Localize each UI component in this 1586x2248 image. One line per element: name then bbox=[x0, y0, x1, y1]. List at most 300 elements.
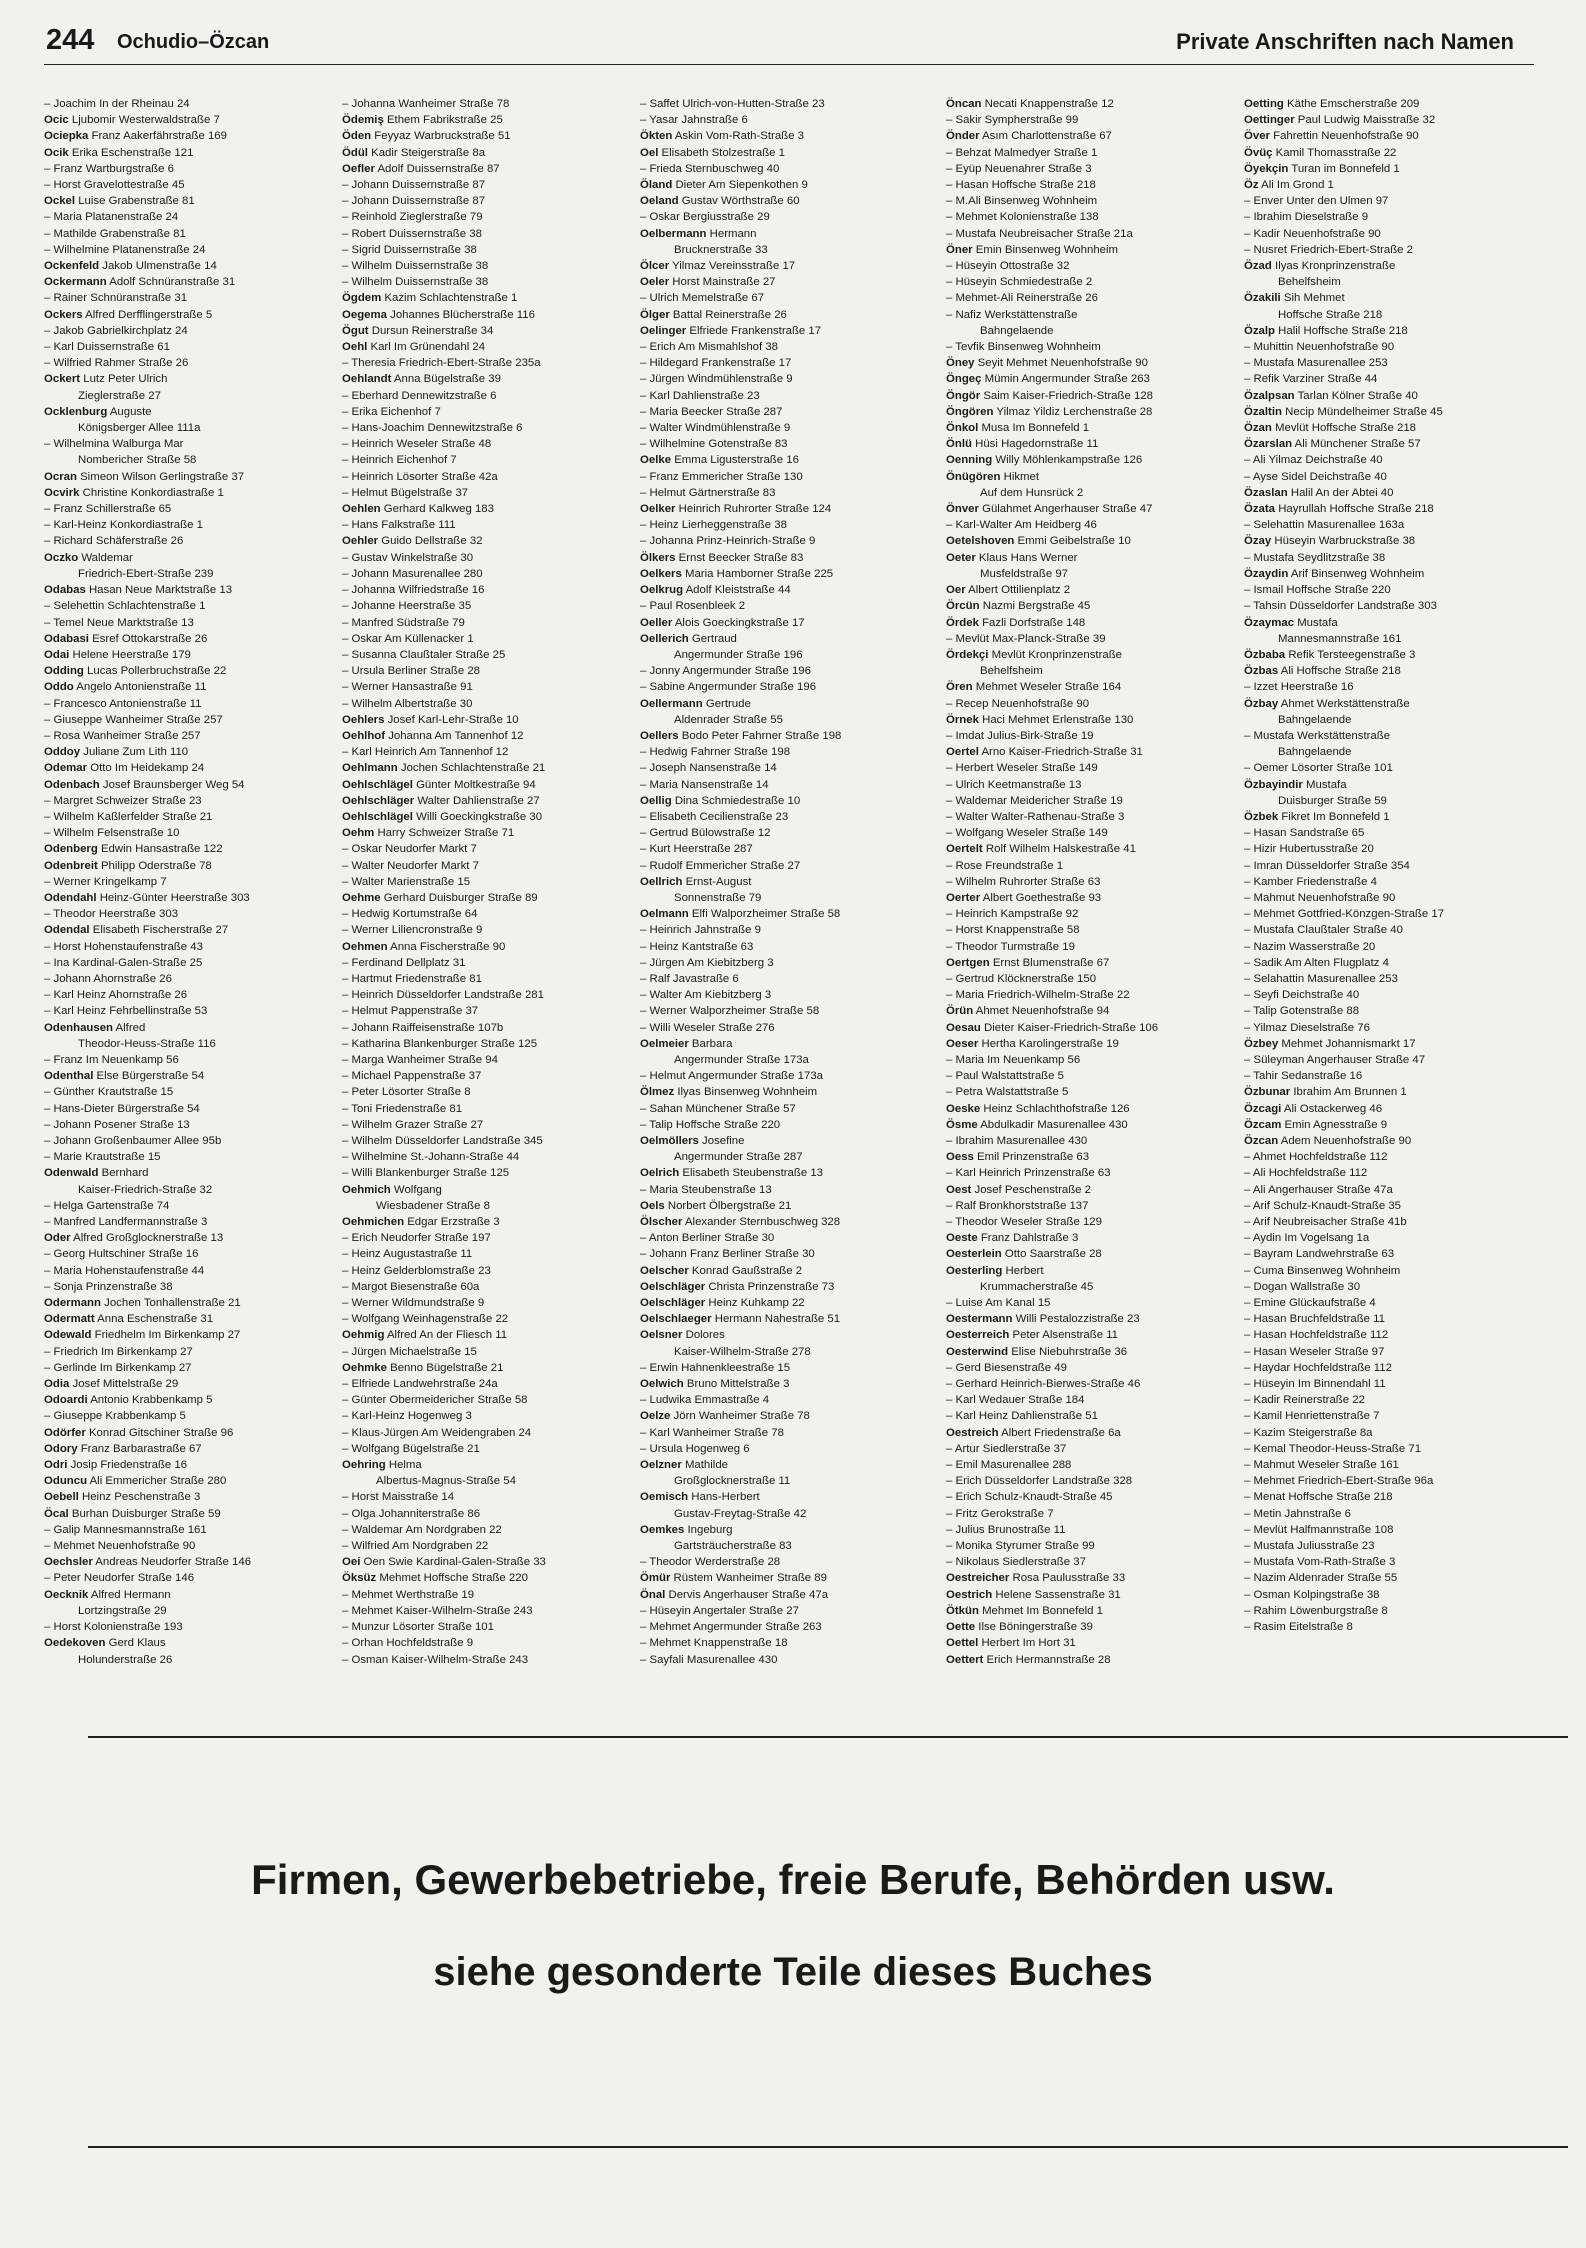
surname: Oettinger bbox=[1244, 114, 1295, 127]
directory-entry: – Heinz Gelderblomstraße 23 bbox=[342, 1264, 491, 1277]
directory-entry: Oedekoven Gerd Klaus bbox=[44, 1637, 166, 1650]
surname: Ödül bbox=[342, 146, 368, 159]
directory-entry: – Ali Yilmaz Deichstraße 40 bbox=[1244, 454, 1383, 467]
directory-entry: – Johann Posener Straße 13 bbox=[44, 1118, 190, 1131]
directory-entry: – Saffet Ulrich-von-Hutten-Straße 23 bbox=[640, 98, 825, 110]
directory-entry: Kaiser-Friedrich-Straße 32 bbox=[78, 1183, 213, 1196]
directory-entry: – Mevlüt Halfmannstraße 108 bbox=[1244, 1523, 1394, 1536]
directory-entry: – Toni Friedenstraße 81 bbox=[342, 1102, 463, 1115]
directory-entry: Özarslan Ali Münchener Straße 57 bbox=[1244, 438, 1421, 451]
surname: Odenbreit bbox=[44, 859, 98, 872]
directory-entry: – Ayse Sidel Deichstraße 40 bbox=[1244, 470, 1387, 483]
directory-entry: – Wilhelmina Walburga Mar bbox=[44, 438, 184, 451]
directory-entry: – Nafiz Werkstättenstraße bbox=[946, 308, 1078, 321]
directory-column-4 bbox=[946, 96, 1236, 1668]
directory-entry: Ockert Lutz Peter Ulrich bbox=[44, 373, 168, 386]
directory-entry: Oehlmann Jochen Schlachtenstraße 21 bbox=[342, 762, 546, 775]
surname: Oellers bbox=[640, 729, 679, 742]
directory-entry: – Tahir Sedanstraße 16 bbox=[1244, 1070, 1363, 1083]
directory-entry: Oeller Alois Goeckingkstraße 17 bbox=[640, 616, 805, 629]
directory-entry: Oduncu Ali Emmericher Straße 280 bbox=[44, 1475, 227, 1488]
surname: Özakili bbox=[1244, 292, 1281, 305]
directory-entry: Öz Ali Im Grond 1 bbox=[1244, 179, 1334, 192]
directory-entry: – Paul Walstattstraße 5 bbox=[946, 1070, 1064, 1083]
directory-entry: Ölmez Ilyas Binsenweg Wohnheim bbox=[640, 1086, 818, 1099]
directory-entry: – Hasan Sandstraße 65 bbox=[1244, 827, 1365, 840]
directory-entry: Özbayindir Mustafa bbox=[1244, 778, 1347, 791]
directory-entry: Friedrich-Ebert-Straße 239 bbox=[78, 567, 214, 580]
directory-entry: – Hans Falkstraße 111 bbox=[342, 519, 456, 532]
directory-entry: Zieglerstraße 27 bbox=[78, 389, 161, 402]
directory-entry: – Rudolf Emmericher Straße 27 bbox=[640, 859, 801, 872]
directory-entry: Ölscher Alexander Sternbuschweg 328 bbox=[640, 1216, 841, 1229]
directory-entry: – Hedwig Fahrner Straße 198 bbox=[640, 746, 791, 759]
directory-entry: – Horst Maisstraße 14 bbox=[342, 1491, 455, 1504]
surname: Ocran bbox=[44, 470, 77, 483]
directory-entry: Ockers Alfred Derfflingerstraße 5 bbox=[44, 308, 213, 321]
directory-entry: – Rasim Eitelstraße 8 bbox=[1244, 1621, 1353, 1634]
surname: Öksüz bbox=[342, 1572, 377, 1585]
directory-entry: – Selehattin Masurenallee 163a bbox=[1244, 519, 1405, 532]
directory-entry: Oestreicher Rosa Paulusstraße 33 bbox=[946, 1572, 1126, 1585]
directory-entry: Önkol Musa Im Bonnefeld 1 bbox=[946, 422, 1090, 435]
directory-entry: Musfeldstraße 97 bbox=[980, 567, 1068, 580]
directory-entry: – Maria Nansenstraße 14 bbox=[640, 778, 769, 791]
surname: Özay bbox=[1244, 535, 1272, 548]
surname: Oehlandt bbox=[342, 373, 392, 386]
directory-entry: – Mustafa Seydlitzstraße 38 bbox=[1244, 551, 1386, 564]
surname: Odemar bbox=[44, 762, 88, 775]
directory-entry: Özad Ilyas Kronprinzenstraße bbox=[1244, 260, 1396, 273]
directory-entry: Oelwich Bruno Mittelstraße 3 bbox=[640, 1378, 790, 1391]
surname: Över bbox=[1244, 130, 1270, 143]
directory-entry: – Dogan Wallstraße 30 bbox=[1244, 1280, 1361, 1293]
directory-entry: – Oskar Am Küllenacker 1 bbox=[342, 632, 474, 645]
directory-entry: Ocvirk Christine Konkordiastraße 1 bbox=[44, 486, 224, 499]
directory-entry: – Wilhelm Albertstraße 30 bbox=[342, 697, 473, 710]
directory-entry: – Helmut Gärtnerstraße 83 bbox=[640, 486, 776, 499]
directory-entry: – Nusret Friedrich-Ebert-Straße 2 bbox=[1244, 243, 1414, 256]
directory-entry: – Susanna Claußtaler Straße 25 bbox=[342, 648, 506, 661]
surname: Odörfer bbox=[44, 1426, 86, 1439]
surname: Özaydin bbox=[1244, 567, 1289, 580]
directory-entry: – Maria Im Neuenkamp 56 bbox=[946, 1053, 1081, 1066]
directory-entry: – Willi Blankenburger Straße 125 bbox=[342, 1167, 510, 1180]
directory-entry: Oehlschlägel Günter Moltkestraße 94 bbox=[342, 778, 536, 791]
directory-entry: Önal Dervis Angerhauser Straße 47a bbox=[640, 1588, 829, 1601]
directory-entry: Ocic Ljubomir Westerwaldstraße 7 bbox=[44, 114, 220, 127]
surname: Özbayindir bbox=[1244, 778, 1303, 791]
directory-entry: – Wilhelmine Gotenstraße 83 bbox=[640, 438, 788, 451]
surname: Oddoy bbox=[44, 746, 81, 759]
directory-entry: Özakili Sih Mehmet bbox=[1244, 292, 1345, 305]
directory-entry: – Hasan Hochfeldstraße 112 bbox=[1244, 1329, 1389, 1342]
surname: Özcan bbox=[1244, 1135, 1279, 1147]
directory-entry: – Hüseyin Schmiedestraße 2 bbox=[946, 276, 1093, 289]
directory-entry: Oder Alfred Großglocknerstraße 13 bbox=[44, 1232, 224, 1245]
directory-entry: Öngören Yilmaz Yildiz Lerchenstraße 28 bbox=[946, 405, 1153, 418]
directory-entry: – Mehmet Neuenhofstraße 90 bbox=[44, 1540, 196, 1553]
directory-entry: Oettert Erich Hermannstraße 28 bbox=[946, 1653, 1111, 1666]
directory-entry: – Franz Schillerstraße 65 bbox=[44, 503, 172, 516]
directory-entry: – Hizir Hubertusstraße 20 bbox=[1244, 843, 1374, 856]
directory-entry: – Oskar Bergiusstraße 29 bbox=[640, 211, 770, 224]
directory-entry: – Ahmet Hochfeldstraße 112 bbox=[1244, 1151, 1388, 1164]
directory-entry: – Horst Kolonienstraße 193 bbox=[44, 1621, 183, 1634]
surname: Odai bbox=[44, 648, 70, 661]
directory-entry: – Johann Duissernstraße 87 bbox=[342, 179, 486, 192]
surname: Oehme bbox=[342, 891, 381, 904]
surname: Oetting bbox=[1244, 98, 1284, 110]
directory-entry: Oertel Arno Kaiser-Friedrich-Straße 31 bbox=[946, 746, 1143, 759]
directory-entry: Oeland Gustav Wörthstraße 60 bbox=[640, 195, 800, 208]
surname: Odabas bbox=[44, 584, 86, 597]
surname: Özbunar bbox=[1244, 1086, 1291, 1099]
directory-entry: Örnek Haci Mehmet Erlenstraße 130 bbox=[946, 713, 1134, 726]
directory-entry: – Mustafa Claußtaler Straße 40 bbox=[1244, 924, 1403, 937]
surname: Oder bbox=[44, 1232, 71, 1245]
directory-entry: – Gertrud Bülowstraße 12 bbox=[640, 827, 771, 840]
surname: Oesterreich bbox=[946, 1329, 1010, 1342]
surname: Ocvirk bbox=[44, 486, 80, 499]
surname: Oesau bbox=[946, 1021, 981, 1034]
page-range: Ochudio–Özcan bbox=[117, 31, 270, 53]
surname: Oenning bbox=[946, 454, 993, 467]
directory-entry: – Marga Wanheimer Straße 94 bbox=[342, 1053, 498, 1066]
directory-entry: – Emine Glückaufstraße 4 bbox=[1244, 1297, 1376, 1310]
directory-entry: Ören Mehmet Weseler Straße 164 bbox=[946, 681, 1122, 694]
surname: Özata bbox=[1244, 503, 1276, 516]
directory-entry: – Katharina Blankenburger Straße 125 bbox=[342, 1037, 538, 1050]
surname: Oehmichen bbox=[342, 1216, 405, 1229]
directory-entry: Oczko Waldemar bbox=[44, 551, 133, 564]
surname: Oelinger bbox=[640, 324, 687, 337]
surname: Oehm bbox=[342, 827, 375, 840]
directory-entry: Angermunder Straße 287 bbox=[674, 1151, 803, 1164]
surname: Oehlmann bbox=[342, 762, 398, 775]
surname: Oesterlein bbox=[946, 1248, 1002, 1261]
directory-entry: – Oemer Lösorter Straße 101 bbox=[1244, 762, 1393, 775]
surname: Oehlen bbox=[342, 503, 381, 516]
directory-entry: – Wilhelm Grazer Straße 27 bbox=[342, 1118, 484, 1131]
surname: Oeter bbox=[946, 551, 976, 564]
directory-entry: – Hasan Hoffsche Straße 218 bbox=[946, 179, 1096, 192]
surname: Oeske bbox=[946, 1102, 981, 1115]
directory-entry: – Georg Hultschiner Straße 16 bbox=[44, 1248, 199, 1261]
directory-entry: – Mehmet Knappenstraße 18 bbox=[640, 1637, 788, 1650]
surname: Oelke bbox=[640, 454, 672, 467]
surname: Odendahl bbox=[44, 891, 97, 904]
surname: Oellig bbox=[640, 794, 672, 807]
surname: Ockert bbox=[44, 373, 81, 386]
directory-entry: – Oskar Neudorfer Markt 7 bbox=[342, 843, 477, 856]
directory-entry: – Rainer Schnüranstraße 31 bbox=[44, 292, 188, 305]
directory-entry: Ösme Abdulkadir Masurenallee 430 bbox=[946, 1118, 1128, 1131]
directory-entry: – Maria Hohenstaufenstraße 44 bbox=[44, 1264, 205, 1277]
directory-entry: – Metin Jahnstraße 6 bbox=[1244, 1507, 1351, 1520]
directory-entry: Oehmig Alfred An der Fliesch 11 bbox=[342, 1329, 508, 1342]
directory-entry: – Yilmaz Dieselstraße 76 bbox=[1244, 1021, 1370, 1034]
surname: Odendal bbox=[44, 924, 90, 937]
surname: Öney bbox=[946, 357, 975, 370]
surname: Oertelt bbox=[946, 843, 983, 856]
surname: Oeland bbox=[640, 195, 679, 208]
surname: Oellermann bbox=[640, 697, 703, 710]
directory-entry: – Karl Wanheimer Straße 78 bbox=[640, 1426, 784, 1439]
directory-entry: – Arif Neubreisacher Straße 41b bbox=[1244, 1216, 1407, 1229]
directory-entry: – Heinrich Eichenhof 7 bbox=[342, 454, 457, 467]
footer-rule-bottom bbox=[88, 2146, 1568, 2148]
directory-entry: Odendahl Heinz-Günter Heerstraße 303 bbox=[44, 891, 250, 904]
surname: Oelsner bbox=[640, 1329, 683, 1342]
surname: Ören bbox=[946, 681, 973, 694]
directory-entry: Oetelshoven Emmi Geibelstraße 10 bbox=[946, 535, 1131, 548]
surname: Odenthal bbox=[44, 1070, 94, 1083]
directory-entry: Oehl Karl Im Grünendahl 24 bbox=[342, 341, 486, 354]
surname: Özbay bbox=[1244, 697, 1279, 710]
surname: Oelrich bbox=[640, 1167, 680, 1180]
directory-entry: Ödemiş Ethem Fabrikstraße 25 bbox=[342, 114, 503, 127]
directory-entry: – Hüseyin Ottostraße 32 bbox=[946, 260, 1070, 273]
directory-entry: – Karl-Heinz Hogenweg 3 bbox=[342, 1410, 472, 1423]
directory-entry: Oehlen Gerhard Kalkweg 183 bbox=[342, 503, 494, 516]
directory-entry: – Wilhelm Felsenstraße 10 bbox=[44, 827, 180, 840]
directory-entry: – Munzur Lösorter Straße 101 bbox=[342, 1621, 494, 1634]
directory-entry: – Erich Düsseldorfer Landstraße 328 bbox=[946, 1475, 1133, 1488]
surname: Özbas bbox=[1244, 665, 1279, 678]
surname: Oemkes bbox=[640, 1523, 685, 1536]
directory-entry: – Cuma Binsenweg Wohnheim bbox=[1244, 1264, 1401, 1277]
surname: Özan bbox=[1244, 422, 1272, 435]
page-header bbox=[0, 0, 1586, 70]
directory-entry: Duisburger Straße 59 bbox=[1278, 794, 1387, 807]
directory-entry: Ömür Rüstem Wanheimer Straße 89 bbox=[640, 1572, 827, 1585]
directory-entry: – Waldemar Meidericher Straße 19 bbox=[946, 794, 1123, 807]
directory-entry: Oelscher Konrad Gaußstraße 2 bbox=[640, 1264, 803, 1277]
directory-entry: Oess Emil Prinzenstraße 63 bbox=[946, 1151, 1090, 1164]
surname: Oellrich bbox=[640, 875, 683, 888]
surname: Oesterling bbox=[946, 1264, 1003, 1277]
directory-entry: Oestreich Albert Friedenstraße 6a bbox=[946, 1426, 1121, 1439]
surname: Oefler bbox=[342, 162, 375, 175]
directory-entry: Bahngelaende bbox=[1278, 746, 1352, 759]
surname: Özalp bbox=[1244, 324, 1276, 337]
surname: Odenhausen bbox=[44, 1021, 113, 1034]
directory-entry: – Werner Kringelkamp 7 bbox=[44, 875, 167, 888]
directory-entry: Oellerich Gertraud bbox=[640, 632, 737, 645]
directory-entry: Odenberg Edwin Hansastraße 122 bbox=[44, 843, 223, 856]
surname: Ömür bbox=[640, 1572, 671, 1585]
directory-entry: – Mustafa Werkstättenstraße bbox=[1244, 729, 1391, 742]
directory-entry: – Rahim Löwenburgstraße 8 bbox=[1244, 1604, 1388, 1617]
directory-entry: – Mehmet Werthstraße 19 bbox=[342, 1588, 475, 1601]
directory-entry: Oeste Franz Dahlstraße 3 bbox=[946, 1232, 1079, 1245]
directory-entry: – Wolfgang Bügelstraße 21 bbox=[342, 1442, 480, 1455]
directory-entry: Theodor-Heuss-Straße 116 bbox=[78, 1037, 216, 1050]
directory-entry: – Reinhold Zieglerstraße 79 bbox=[342, 211, 483, 224]
directory-entry: – Nikolaus Siedlerstraße 37 bbox=[946, 1556, 1086, 1569]
directory-entry: Oddoy Juliane Zum Lith 110 bbox=[44, 746, 189, 759]
directory-column-2 bbox=[342, 96, 632, 1668]
surname: Odermatt bbox=[44, 1313, 95, 1326]
directory-entry: Ökten Askin Vom-Rath-Straße 3 bbox=[640, 130, 804, 143]
directory-entry: – Nazim Wasserstraße 20 bbox=[1244, 940, 1376, 953]
directory-entry: Oelze Jörn Wanheimer Straße 78 bbox=[640, 1410, 810, 1423]
directory-entry: Odemar Otto Im Heidekamp 24 bbox=[44, 762, 205, 775]
directory-entry: – Wilfried Rahmer Straße 26 bbox=[44, 357, 189, 370]
directory-entry: Hoffsche Straße 218 bbox=[1278, 308, 1383, 321]
surname: Ocic bbox=[44, 114, 69, 127]
directory-entry: – Karl Wedauer Straße 184 bbox=[946, 1394, 1085, 1407]
directory-entry: – Kadir Neuenhofstraße 90 bbox=[1244, 227, 1381, 240]
directory-entry: – Wilhelm Düsseldorfer Landstraße 345 bbox=[342, 1135, 543, 1147]
directory-entry: Odermann Jochen Tonhallenstraße 21 bbox=[44, 1297, 241, 1310]
directory-entry: – Enver Unter den Ulmen 97 bbox=[1244, 195, 1389, 208]
surname: Özcam bbox=[1244, 1118, 1282, 1131]
directory-entry: – Wilhelmine St.-Johann-Straße 44 bbox=[342, 1151, 520, 1164]
directory-entry: Oelsner Dolores bbox=[640, 1329, 725, 1342]
surname: Oelwich bbox=[640, 1378, 684, 1391]
directory-entry: Behelfsheim bbox=[980, 665, 1043, 678]
directory-entry: – Galip Mannesmannstraße 161 bbox=[44, 1523, 207, 1536]
directory-entry: – Heinrich Kampstraße 92 bbox=[946, 908, 1079, 921]
surname: Öyekçin bbox=[1244, 162, 1289, 175]
directory-entry: – Willi Weseler Straße 276 bbox=[640, 1021, 775, 1034]
surname: Öden bbox=[342, 130, 372, 143]
directory-entry: – Tevfik Binsenweg Wohnheim bbox=[946, 341, 1101, 354]
directory-entry: – Heinrich Jahnstraße 9 bbox=[640, 924, 761, 937]
directory-entry: Oehlschläger Walter Dahlienstraße 27 bbox=[342, 794, 540, 807]
directory-entry: Ölkers Ernst Beecker Straße 83 bbox=[640, 551, 804, 564]
directory-entry: – Horst Knappenstraße 58 bbox=[946, 924, 1080, 937]
surname: Oelmeier bbox=[640, 1037, 689, 1050]
directory-entry: – Ulrich Keetmanstraße 13 bbox=[946, 778, 1082, 791]
directory-entry: – Wilhelmine Platanenstraße 24 bbox=[44, 243, 206, 256]
surname: Odenbach bbox=[44, 778, 100, 791]
directory-entry: Özaltin Necip Mündelheimer Straße 45 bbox=[1244, 405, 1443, 418]
directory-entry: – Refik Varziner Straße 44 bbox=[1244, 373, 1378, 386]
directory-entry: Ölger Battal Reinerstraße 26 bbox=[640, 308, 787, 321]
directory-entry: – Peter Lösorter Straße 8 bbox=[342, 1086, 471, 1099]
directory-entry: – Hasan Bruchfeldstraße 11 bbox=[1244, 1313, 1385, 1326]
directory-entry: – Wilhelm Kaßlerfelder Straße 21 bbox=[44, 810, 213, 823]
directory-entry: – Friedrich Im Birkenkamp 27 bbox=[44, 1345, 193, 1358]
surname: Oette bbox=[946, 1621, 976, 1634]
directory-entry: – Kemal Theodor-Heuss-Straße 71 bbox=[1244, 1442, 1422, 1455]
directory-entry: – Theodor Turmstraße 19 bbox=[946, 940, 1075, 953]
directory-entry: Oelker Heinrich Ruhrorter Straße 124 bbox=[640, 503, 832, 516]
directory-entry: Övüç Kamil Thomasstraße 22 bbox=[1244, 146, 1397, 159]
directory-entry: – Temel Neue Marktstraße 13 bbox=[44, 616, 194, 629]
surname: Örün bbox=[946, 1005, 974, 1018]
directory-entry: – Klaus-Jürgen Am Weidengraben 24 bbox=[342, 1426, 532, 1439]
surname: Ödemiş bbox=[342, 114, 384, 127]
directory-entry: – Manfred Südstraße 79 bbox=[342, 616, 465, 629]
directory-entry: Sonnenstraße 79 bbox=[674, 891, 762, 904]
surname: Özarslan bbox=[1244, 438, 1293, 451]
directory-entry: Brucknerstraße 33 bbox=[674, 243, 768, 256]
directory-entry: – Werner Wildmundstraße 9 bbox=[342, 1297, 485, 1310]
directory-entry: – Karl Heinz Ahornstraße 26 bbox=[44, 989, 188, 1002]
directory-entry: – Karl Heinz Dahlienstraße 51 bbox=[946, 1410, 1098, 1423]
surname: Öz bbox=[1244, 179, 1259, 192]
surname: Oehmich bbox=[342, 1183, 391, 1196]
directory-entry: Örcün Nazmi Bergstraße 45 bbox=[946, 600, 1091, 613]
directory-entry: Öngör Saim Kaiser-Friedrich-Straße 128 bbox=[946, 389, 1153, 402]
directory-entry: Ögut Dursun Reinerstraße 34 bbox=[342, 324, 494, 337]
surname: Oeler bbox=[640, 276, 670, 289]
surname: Oetelshoven bbox=[946, 535, 1015, 548]
directory-entry: – Manfred Landfermannstraße 3 bbox=[44, 1216, 208, 1229]
directory-entry: – Wilhelm Duissernstraße 38 bbox=[342, 260, 489, 273]
directory-entry: – Karl Heinrich Prinzenstraße 63 bbox=[946, 1167, 1111, 1180]
directory-entry: – Heinrich Weseler Straße 48 bbox=[342, 438, 492, 451]
directory-entry: Örün Ahmet Neuenhofstraße 94 bbox=[946, 1005, 1110, 1018]
directory-entry: – Luise Am Kanal 15 bbox=[946, 1297, 1051, 1310]
directory-entry: Oelschläger Heinz Kuhkamp 22 bbox=[640, 1297, 805, 1310]
page-number: 244 bbox=[46, 24, 95, 56]
directory-entry: – Elisabeth Cecilienstraße 23 bbox=[640, 810, 789, 823]
directory-entry: Özaydin Arif Binsenweg Wohnheim bbox=[1244, 567, 1425, 580]
directory-entry: – Sakir Sympherstraße 99 bbox=[946, 114, 1079, 127]
directory-entry: Özbunar Ibrahim Am Brunnen 1 bbox=[1244, 1086, 1407, 1099]
directory-entry: – Ralf Javastraße 6 bbox=[640, 972, 739, 985]
surname: Oehlschlägel bbox=[342, 778, 413, 791]
directory-entry: – Ulrich Memelstraße 67 bbox=[640, 292, 765, 305]
directory-entry: – Walter Walter-Rathenau-Straße 3 bbox=[946, 810, 1125, 823]
directory-entry: – Theresia Friedrich-Ebert-Straße 235a bbox=[342, 357, 541, 370]
directory-entry: Öyekçin Turan im Bonnefeld 1 bbox=[1244, 162, 1400, 175]
directory-entry: – Johann Duissernstraße 87 bbox=[342, 195, 486, 208]
surname: Oechsler bbox=[44, 1556, 93, 1569]
directory-entry: – Karl Heinz Fehrbellinstraße 53 bbox=[44, 1005, 208, 1018]
directory-entry: Oehring Helma bbox=[342, 1459, 422, 1472]
directory-entry: – Heinz Kantstraße 63 bbox=[640, 940, 754, 953]
directory-entry: Oelkers Maria Hamborner Straße 225 bbox=[640, 567, 834, 580]
directory-entry: Özay Hüseyin Warbruckstraße 38 bbox=[1244, 535, 1416, 548]
directory-entry: – Johanna Prinz-Heinrich-Straße 9 bbox=[640, 535, 816, 548]
directory-entry: – Mehmet Kaiser-Wilhelm-Straße 243 bbox=[342, 1604, 533, 1617]
directory-entry: Özalpsan Tarlan Kölner Straße 40 bbox=[1244, 389, 1418, 402]
directory-column-5 bbox=[1244, 96, 1534, 1635]
directory-entry: Oelmeier Barbara bbox=[640, 1037, 733, 1050]
directory-entry: Odory Franz Barbarastraße 67 bbox=[44, 1442, 202, 1455]
directory-entry: – Helmut Bügelstraße 37 bbox=[342, 486, 468, 499]
directory-entry: – Behzat Malmedyer Straße 1 bbox=[946, 146, 1098, 159]
footer-notice-line-1: Firmen, Gewerbebetriebe, freie Berufe, Behörden usw. bbox=[251, 1856, 1335, 1903]
surname: Ölcer bbox=[640, 260, 670, 273]
surname: Oehl bbox=[342, 341, 368, 354]
directory-entry: Özcam Emin Agnesstraße 9 bbox=[1244, 1118, 1388, 1131]
surname: Önügören bbox=[946, 470, 1001, 483]
directory-entry: – Johanna Wanheimer Straße 78 bbox=[342, 98, 510, 110]
directory-entry: – Johann Raiffeisenstraße 107b bbox=[342, 1021, 504, 1034]
surname: Ölmez bbox=[640, 1086, 675, 1099]
directory-entry: Gartsträucherstraße 83 bbox=[674, 1540, 792, 1553]
directory-entry: – Werner Hansastraße 91 bbox=[342, 681, 473, 694]
directory-entry: – M.Ali Binsenweg Wohnheim bbox=[946, 195, 1098, 208]
surname: Oczko bbox=[44, 551, 79, 564]
surname: Odding bbox=[44, 665, 84, 678]
directory-entry: Ociepka Franz Aakerfährstraße 169 bbox=[44, 130, 227, 143]
surname: Öngeç bbox=[946, 373, 982, 386]
surname: Odenwald bbox=[44, 1167, 99, 1180]
directory-entry: – Ali Angerhauser Straße 47a bbox=[1244, 1183, 1393, 1196]
directory-entry: – Hasan Weseler Straße 97 bbox=[1244, 1345, 1385, 1358]
directory-entry: – Horst Hohenstaufenstraße 43 bbox=[44, 940, 203, 953]
directory-entry: Odai Helene Heerstraße 179 bbox=[44, 648, 191, 661]
directory-entry: – Heinrich Düsseldorfer Landstraße 281 bbox=[342, 989, 544, 1002]
